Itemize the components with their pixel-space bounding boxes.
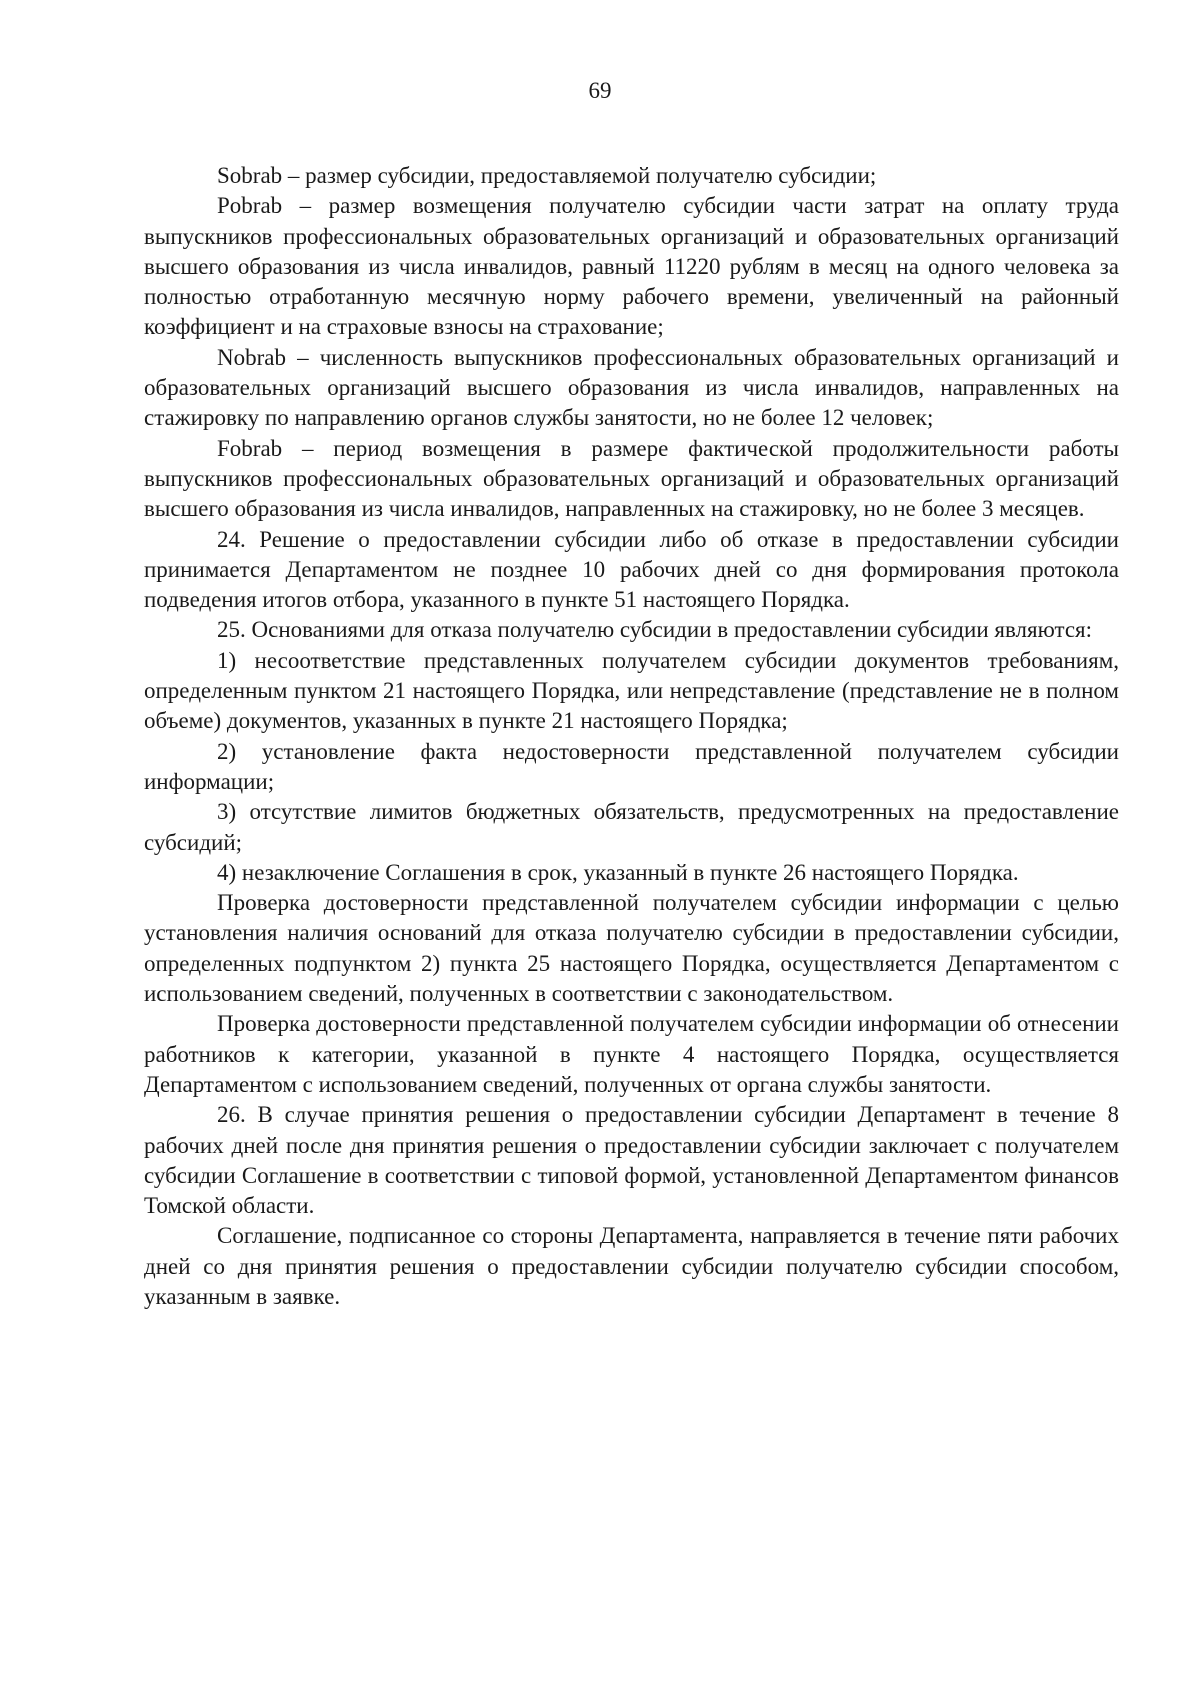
- document-body: [144, 161, 1119, 1312]
- definition-pobrab: Pobrab – размер возмещения получателю субсидии части затрат на оплату труда выпускников профессиональных образовательных организаций и образовательных организаций высшего образования из числа инвалидов, равный 11220 рублям в месяц на одного человека за полностью отработанную месячную норму рабочего времени, увеличенный на районный коэффициент и на страховые взносы на страхование;: [144, 193, 1119, 340]
- agreement-paragraph: Соглашение, подписанное со стороны Департамента, направляется в течение пяти рабочих дней со дня принятия решения о предоставлении субсидии получателю субсидии способом, указанным в заявке.: [144, 1223, 1119, 1309]
- clause-24: 24. Решение о предоставлении субсидии либо об отказе в предоставлении субсидии принимается Департаментом не позднее 10 рабочих дней со дня формирования протокола подведения итогов отбора, указанного в пункте 51 настоящего Порядка.: [144, 526, 1119, 613]
- page-number: 69: [588, 78, 612, 103]
- clause-26: 26. В случае принятия решения о предоставлении субсидии Департамент в течение 8 рабочих дней после дня принятия решения о предоставлении субсидии заключает с получателем субсидии Соглашение в соответствии с типовой формой, установленной Департаментом финансов Томской области.: [144, 1102, 1119, 1219]
- clause-25: 25. Основаниями для отказа получателю субсидии в предоставлении субсидии являются:: [217, 617, 1092, 643]
- verification-paragraph-1: Проверка достоверности представленной получателем субсидии информации с целью установления наличия оснований для отказа получателю субсидии в предоставлении субсидии, определенных подпунктом 2) пункта 25 настоящего Порядка, осуществляется Департаментом с использованием сведений, полученных в соответствии с законодательством.: [144, 890, 1119, 1007]
- verification-paragraph-2: Проверка достоверности представленной получателем субсидии информации об отнесении работников к категории, указанной в пункте 4 настоящего Порядка, осуществляется Департаментом с использованием сведений, полученных от органа службы занятости.: [144, 1011, 1119, 1097]
- clause-25-item-1: 1) несоответствие представленных получателем субсидии документов требованиям, определенным пунктом 21 настоящего Порядка, или непредставление (представление не в полном объеме) документов, указанных в пункте 21 настоящего Порядка;: [144, 647, 1119, 734]
- clause-25-item-3: 3) отсутствие лимитов бюджетных обязательств, предусмотренных на предоставление субсидий;: [144, 799, 1119, 855]
- clause-25-item-4: 4) незаключение Соглашения в срок, указанный в пункте 26 настоящего Порядка.: [217, 859, 1019, 885]
- definition-nobrab: Nobrab – численность выпускников профессиональных образовательных организаций и образовательных организаций высшего образования из числа инвалидов, направленных на стажировку по направлению органов службы занятости, но не более 12 человек;: [144, 344, 1119, 431]
- definition-sobrab: Sobrab – размер субсидии, предоставляемой получателю субсидии;: [217, 163, 877, 188]
- clause-25-item-2: 2) установление факта недостоверности представленной получателем субсидии информации;: [144, 738, 1119, 794]
- definition-fobrab: Fobrab – период возмещения в размере фактической продолжительности работы выпускников профессиональных образовательных организаций и образовательных организаций высшего образования из числа инвалидов, направленных на стажировку, но не более 3 месяцев.: [144, 435, 1119, 522]
